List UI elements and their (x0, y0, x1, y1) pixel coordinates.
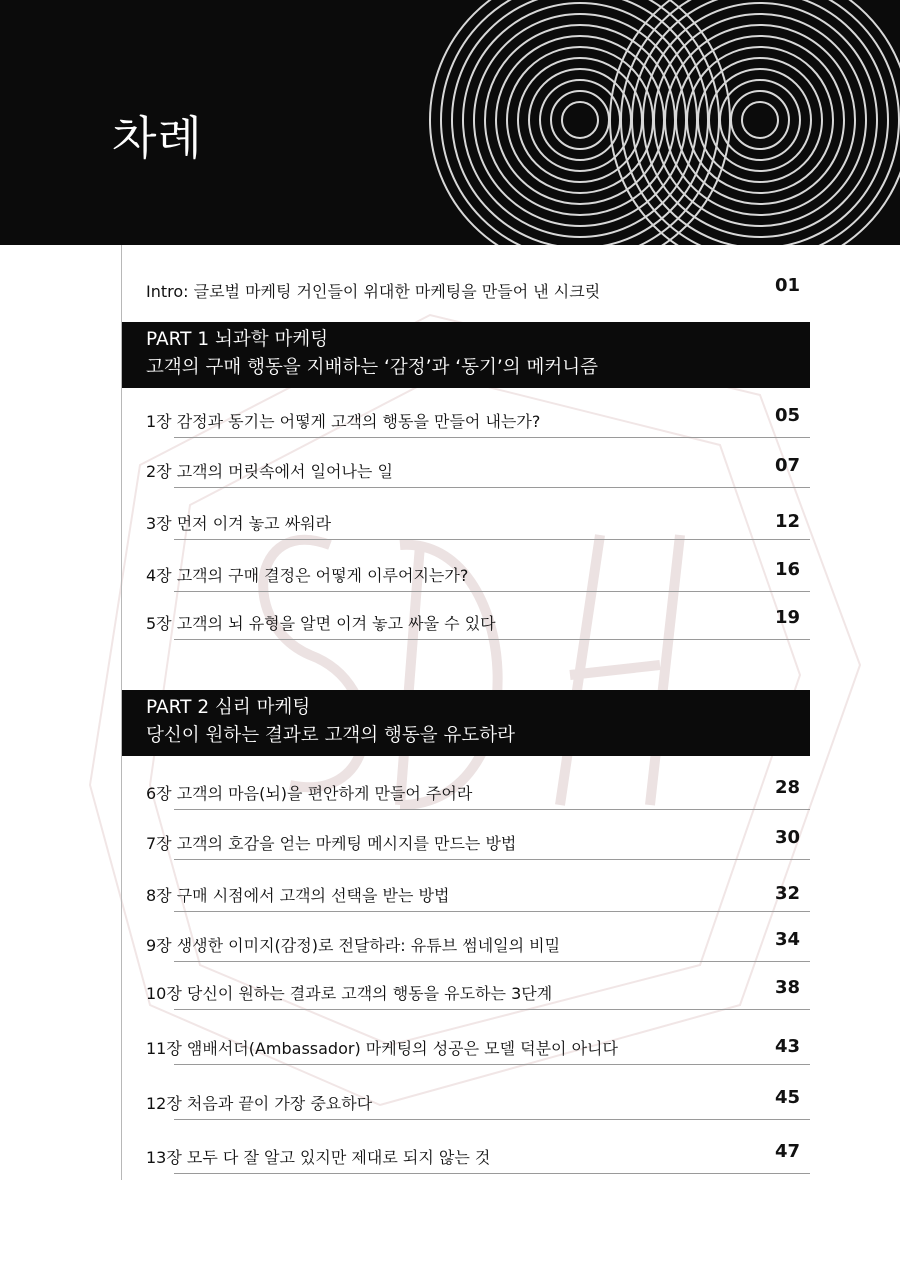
toc-chapter-entry[interactable] (146, 1025, 800, 1065)
toc-entry-title: 1장 감정과 동기는 어떻게 고객의 행동을 만들어 내는가? (146, 412, 541, 431)
toc-underline (174, 1173, 810, 1174)
toc-entry-title: 11장 앰배서더(Ambassador) 마케팅의 성공은 모델 덕분이 아니다 (146, 1039, 618, 1058)
toc-chapter-entry[interactable] (146, 600, 800, 640)
part-heading: PART 2 심리 마케팅 (146, 697, 311, 718)
page-title: 차례 (112, 111, 203, 165)
toc-underline (174, 859, 810, 860)
part-banner (122, 322, 810, 388)
toc-underline (174, 487, 810, 488)
part-banner (122, 690, 810, 756)
toc-underline (174, 809, 810, 810)
toc-underline (174, 1064, 810, 1065)
toc-page-number: 05 (774, 405, 800, 426)
toc-entry-title: 13장 모두 다 잘 알고 있지만 제대로 되지 않는 것 (146, 1148, 491, 1167)
toc-underline (174, 539, 810, 540)
toc-page-number: 30 (774, 827, 800, 848)
toc-page-number: 32 (774, 883, 800, 904)
toc-chapter-entry[interactable] (146, 970, 800, 1010)
toc-entry-title: 5장 고객의 뇌 유형을 알면 이겨 놓고 싸울 수 있다 (146, 614, 496, 633)
toc-entry-title: 2장 고객의 머릿속에서 일어나는 일 (146, 462, 393, 481)
toc-underline (174, 437, 810, 438)
toc-underline (174, 1009, 810, 1010)
toc-page-number: 45 (774, 1087, 800, 1108)
toc-chapter-entry[interactable] (146, 922, 800, 962)
toc-underline (174, 911, 810, 912)
toc-chapter-entry[interactable] (146, 1080, 800, 1120)
toc-intro-entry[interactable] (146, 268, 800, 308)
toc-underline (174, 1119, 810, 1120)
toc-underline (174, 591, 810, 592)
toc-entry-title: 4장 고객의 구매 결정은 어떻게 이루어지는가? (146, 566, 469, 585)
toc-entry-title: 3장 먼저 이겨 놓고 싸워라 (146, 514, 332, 533)
toc-page-number: 12 (774, 511, 800, 532)
toc-entry-title: 12장 처음과 끝이 가장 중요하다 (146, 1094, 373, 1113)
toc-entry-title: 6장 고객의 마음(뇌)을 편안하게 만들어 주어라 (146, 784, 473, 803)
toc-chapter-entry[interactable] (146, 1134, 800, 1174)
toc-page-number: 16 (774, 559, 800, 580)
toc-entry-title: 9장 생생한 이미지(감정)로 전달하라: 유튜브 썸네일의 비밀 (146, 936, 561, 955)
toc-chapter-entry[interactable] (146, 820, 800, 860)
toc-page-number: 01 (774, 275, 800, 296)
toc-entry-title: 10장 당신이 원하는 결과로 고객의 행동을 유도하는 3단계 (146, 984, 553, 1003)
toc-page-number: 34 (774, 929, 800, 950)
toc-page-number: 19 (774, 607, 800, 628)
toc-entry-title: Intro: 글로벌 마케팅 거인들이 위대한 마케팅을 만들어 낸 시크릿 (146, 282, 601, 301)
part-subtitle: 당신이 원하는 결과로 고객의 행동을 유도하라 (146, 725, 515, 746)
toc-page-number: 43 (774, 1036, 800, 1057)
toc-entry-title: 8장 구매 시점에서 고객의 선택을 받는 방법 (146, 886, 450, 905)
toc-page-number: 38 (774, 977, 800, 998)
toc-chapter-entry[interactable] (146, 770, 800, 810)
toc-underline (174, 961, 810, 962)
part-heading: PART 1 뇌과학 마케팅 (146, 329, 329, 350)
toc-underline (174, 639, 810, 640)
toc-chapter-entry[interactable] (146, 448, 800, 488)
toc-chapter-entry[interactable] (146, 872, 800, 912)
header-banner (0, 0, 900, 245)
toc-chapter-entry[interactable] (146, 398, 800, 438)
toc-page-number: 47 (774, 1141, 800, 1162)
part-subtitle: 고객의 구매 행동을 지배하는 ‘감정’과 ‘동기’의 메커니즘 (146, 357, 598, 378)
toc-page-number: 07 (774, 455, 800, 476)
toc-chapter-entry[interactable] (146, 552, 800, 592)
toc-page-number: 28 (774, 777, 800, 798)
toc-entry-title: 7장 고객의 호감을 얻는 마케팅 메시지를 만드는 방법 (146, 834, 517, 853)
toc-chapter-entry[interactable] (146, 500, 800, 540)
